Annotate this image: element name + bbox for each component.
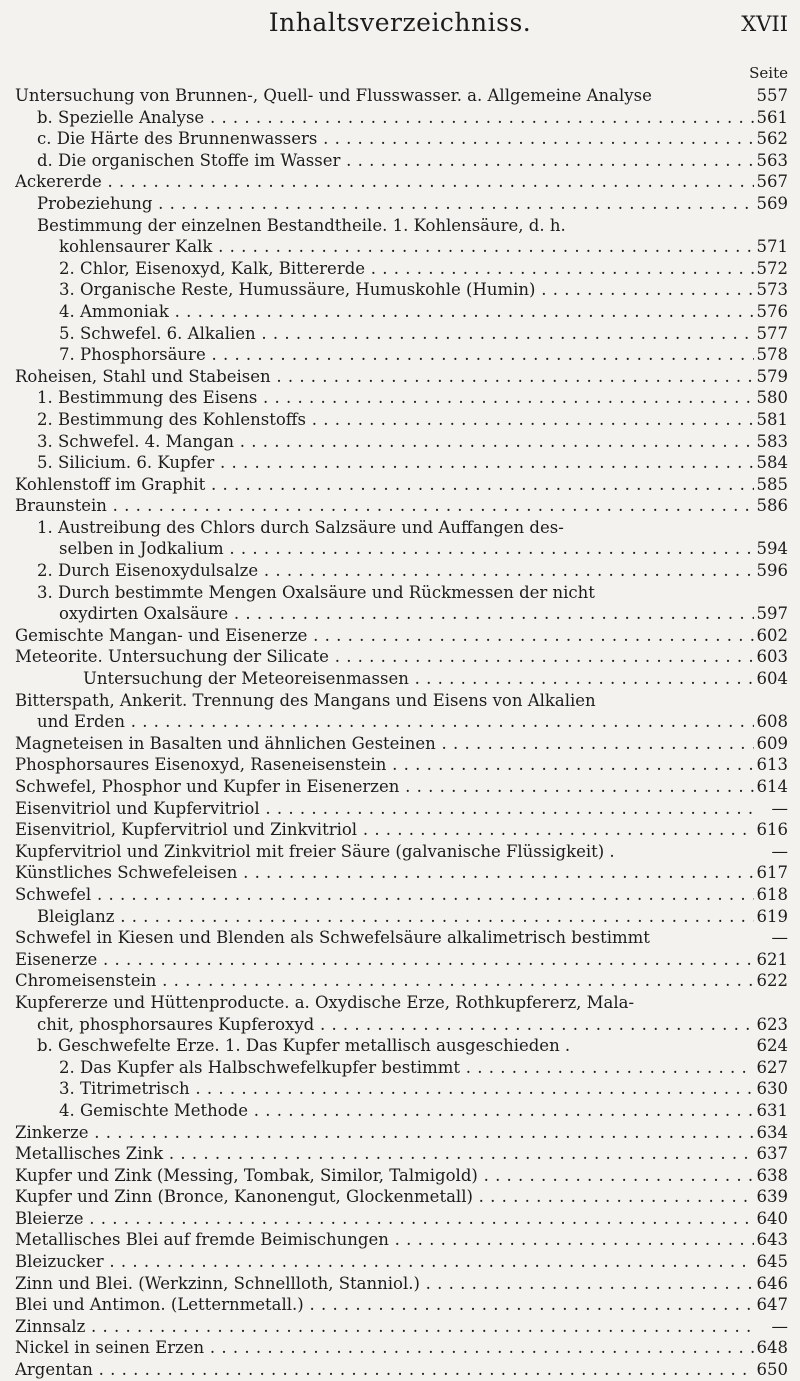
toc-entry <box>15 560 788 582</box>
toc-entry-page: 645 <box>756 1252 788 1272</box>
toc-entry <box>15 279 788 301</box>
toc-entry-label: 1. Bestimmung des Eisens . . . <box>15 387 754 409</box>
toc-entry-page: 619 <box>756 906 788 926</box>
toc-entry-page: 621 <box>756 949 788 969</box>
page-title: Inhaltsverzeichniss. <box>268 8 532 37</box>
toc-entry-page: 647 <box>756 1295 788 1315</box>
toc-entry-label: 2. Chlor, Eisenoxyd, Kalk, Bittererde . . . <box>15 258 754 280</box>
toc-entry <box>15 1100 788 1122</box>
toc-entry-label: Zinkerze . . . <box>15 1122 754 1144</box>
toc-entry <box>15 668 788 690</box>
toc-entry-page: 617 <box>756 863 788 883</box>
toc-entry <box>15 323 788 345</box>
toc-entry-page: 618 <box>756 884 788 904</box>
toc-entry <box>15 906 788 928</box>
toc-entry-page: 578 <box>756 345 788 365</box>
toc-entry-label: Bestimmung der einzelnen Bestandtheile. 1. Kohlensäure, d. h. <box>37 215 566 235</box>
toc-entry-page: 584 <box>756 453 788 473</box>
toc-entry-label: Eisenerze . . . <box>15 949 754 971</box>
toc-entry-page: 616 <box>756 820 788 840</box>
toc-entry <box>15 1078 788 1100</box>
toc-entry-page: — <box>756 798 788 820</box>
toc-entry-label: 3. Titrimetrisch . . . <box>15 1078 754 1100</box>
toc-entry <box>15 452 788 474</box>
toc-entry-label: d. Die organischen Stoffe im Wasser . . . <box>15 150 754 172</box>
toc-entry <box>15 992 788 1014</box>
toc-entry-page: 563 <box>756 150 788 170</box>
toc-entry <box>15 884 788 906</box>
toc-entry <box>15 366 788 388</box>
toc-entry <box>15 1186 788 1208</box>
toc-entry-page: 596 <box>756 561 788 581</box>
toc-entry <box>15 798 788 820</box>
toc-entry-page: 613 <box>756 755 788 775</box>
toc-entry <box>15 1143 788 1165</box>
toc-entry <box>15 495 788 517</box>
toc-entry-page: 567 <box>756 172 788 192</box>
toc-entry-label: 2. Das Kupfer als Halbschwefelkupfer bestimmt . . . <box>15 1057 754 1079</box>
toc-entry-label: Argentan . . . <box>15 1359 754 1381</box>
toc-entry <box>15 819 788 841</box>
toc-entry-label: 2. Bestimmung des Kohlenstoffs . . . <box>15 409 754 431</box>
toc-entry <box>15 1316 788 1338</box>
toc-entry <box>15 582 788 604</box>
toc-entry-label: Schwefel, Phosphor und Kupfer in Eisenerzen . . . <box>15 776 754 798</box>
toc-entry-label: Probeziehung . . . <box>15 193 754 215</box>
toc-entry-page: 650 <box>756 1360 788 1380</box>
toc-entry-page: 634 <box>756 1122 788 1142</box>
toc-entry-label: Chromeisenstein . . . <box>15 970 754 992</box>
toc-entry-page: 562 <box>756 129 788 149</box>
toc-entry-page: 576 <box>756 301 788 321</box>
toc-entry-label: Kupfervitriol und Zinkvitriol mit freier Säure (galvanische Flüssigkeit) . <box>15 841 615 861</box>
toc-entry-label: Zinn und Blei. (Werkzinn, Schnellloth, Stanniol.) . . . <box>15 1273 754 1295</box>
toc-entry-page: 637 <box>756 1144 788 1164</box>
toc-entry-label: 3. Durch bestimmte Mengen Oxalsäure und Rückmessen der nicht <box>37 582 595 602</box>
toc-entry <box>15 1014 788 1036</box>
toc-entry-page: 603 <box>756 647 788 667</box>
toc-entry <box>15 258 788 280</box>
toc-entry-page: 646 <box>756 1273 788 1293</box>
toc-entry-page: 648 <box>756 1338 788 1358</box>
toc-entry-label: Schwefel . . . <box>15 884 754 906</box>
toc-entry <box>15 625 788 647</box>
toc-entry-page: 624 <box>756 1036 788 1056</box>
toc-entry-page: 561 <box>756 107 788 127</box>
toc-entry-page: 643 <box>756 1230 788 1250</box>
toc-entry <box>15 193 788 215</box>
toc-entry-page: 583 <box>756 431 788 451</box>
toc-entry-label: c. Die Härte des Brunnenwassers . . . <box>15 128 754 150</box>
toc-entry-page: 573 <box>756 280 788 300</box>
toc-entry-page: — <box>756 927 788 949</box>
toc-entry-label: und Erden . . . <box>15 711 754 733</box>
toc-entry <box>15 1294 788 1316</box>
toc-entry <box>15 1359 788 1381</box>
toc-entry-label: Schwefel in Kiesen und Blenden als Schwefelsäure alkalimetrisch bestimmt <box>15 928 650 948</box>
toc-entry-page: 630 <box>756 1079 788 1099</box>
toc-entry-page: 609 <box>756 733 788 753</box>
toc-entry <box>15 1229 788 1251</box>
toc-entry <box>15 85 788 107</box>
toc-entry <box>15 733 788 755</box>
toc-entry-page: 597 <box>756 604 788 624</box>
table-of-contents <box>15 85 788 1381</box>
toc-entry-label: Magneteisen in Basalten und ähnlichen Gesteinen . . . <box>15 733 754 755</box>
toc-entry <box>15 1165 788 1187</box>
toc-entry <box>15 1208 788 1230</box>
toc-entry-page: 602 <box>756 625 788 645</box>
toc-entry-page: — <box>756 841 788 863</box>
toc-entry-page: 557 <box>756 86 788 105</box>
toc-entry <box>15 236 788 258</box>
toc-entry-label: Phosphorsaures Eisenoxyd, Raseneisenstein . . . <box>15 754 754 776</box>
toc-entry <box>15 107 788 129</box>
toc-entry <box>15 646 788 668</box>
toc-entry-label: 3. Organische Reste, Humussäure, Humuskohle (Humin) . . . <box>15 279 754 301</box>
toc-entry <box>15 776 788 798</box>
toc-entry-page: 614 <box>756 777 788 796</box>
toc-entry-page: 594 <box>756 539 788 559</box>
toc-entry <box>15 409 788 431</box>
toc-entry-label: b. Geschwefelte Erze. 1. Das Kupfer metallisch ausgeschieden . <box>37 1036 571 1056</box>
toc-entry-page: 577 <box>756 323 788 343</box>
toc-entry <box>15 387 788 409</box>
toc-entry <box>15 949 788 971</box>
toc-entry <box>15 862 788 884</box>
toc-entry-page: 580 <box>756 388 788 408</box>
toc-entry-label: chit, phosphorsaures Kupferoxyd . . . <box>15 1014 754 1036</box>
toc-entry <box>15 1057 788 1079</box>
toc-entry-page: 608 <box>756 712 788 732</box>
toc-entry-label: 5. Schwefel. 6. Alkalien . . . <box>15 323 754 345</box>
toc-entry-page: 585 <box>756 474 788 494</box>
toc-entry-label: Nickel in seinen Erzen . . . <box>15 1337 754 1359</box>
toc-entry-label: Braunstein . . . <box>15 495 754 517</box>
toc-entry-label: Gemischte Mangan- und Eisenerze . . . <box>15 625 754 647</box>
toc-entry <box>15 690 788 712</box>
toc-entry-label: kohlensaurer Kalk . . . <box>15 236 754 258</box>
toc-entry-page: 640 <box>756 1208 788 1228</box>
toc-entry <box>15 474 788 496</box>
toc-entry <box>15 1337 788 1359</box>
toc-entry-label: Blei und Antimon. (Letternmetall.) . . . <box>15 1294 754 1316</box>
toc-entry-label: selben in Jodkalium . . . <box>15 538 754 560</box>
toc-entry-page: — <box>756 1316 788 1338</box>
toc-entry <box>15 171 788 193</box>
toc-entry-label: Bleizucker . . . <box>15 1251 754 1273</box>
toc-entry-label: Zinnsalz . . . <box>15 1316 754 1338</box>
toc-entry-label: Metallisches Zink . . . <box>15 1143 754 1165</box>
toc-entry-label: 5. Silicium. 6. Kupfer . . . <box>15 452 754 474</box>
toc-entry-label: Ackererde . . . <box>15 171 754 193</box>
toc-entry-label: Roheisen, Stahl und Stabeisen . . . <box>15 366 754 388</box>
toc-entry-label: Eisenvitriol, Kupfervitriol und Zinkvitriol . . . <box>15 819 754 841</box>
toc-entry <box>15 1273 788 1295</box>
toc-entry-page: 604 <box>756 669 788 689</box>
toc-entry-label: Kupfererze und Hüttenproducte. a. Oxydische Erze, Rothkupfererz, Mala- <box>15 992 635 1012</box>
toc-entry-page: 627 <box>756 1057 788 1077</box>
toc-entry-label: 1. Austreibung des Chlors durch Salzsäure und Auffangen des- <box>37 517 564 537</box>
toc-entry-label: Eisenvitriol und Kupfervitriol . . . <box>15 798 754 820</box>
toc-entry-page: 569 <box>756 193 788 213</box>
toc-entry <box>15 1251 788 1273</box>
toc-entry <box>15 150 788 172</box>
toc-entry <box>15 1035 788 1057</box>
seite-column-label: Seite <box>749 64 788 82</box>
toc-entry <box>15 970 788 992</box>
toc-entry-page: 638 <box>756 1165 788 1185</box>
toc-entry-label: 2. Durch Eisenoxydulsalze . . . <box>15 560 754 582</box>
toc-entry <box>15 603 788 625</box>
toc-entry-label: Kohlenstoff im Graphit . . . <box>15 474 754 496</box>
toc-entry-page: 579 <box>756 366 788 386</box>
toc-entry-label: Metallisches Blei auf fremde Beimischungen . . . <box>15 1229 754 1251</box>
toc-entry <box>15 344 788 366</box>
toc-entry <box>15 927 788 949</box>
toc-entry <box>15 841 788 863</box>
toc-entry-page: 623 <box>756 1014 788 1034</box>
toc-entry-label: 4. Ammoniak . . . <box>15 301 754 323</box>
toc-entry <box>15 215 788 237</box>
toc-entry <box>15 711 788 733</box>
toc-entry-page: 586 <box>756 496 788 516</box>
toc-entry-page: 631 <box>756 1100 788 1120</box>
toc-entry-label: Künstliches Schwefeleisen . . . <box>15 862 754 884</box>
toc-entry-page: 581 <box>756 409 788 429</box>
toc-entry <box>15 754 788 776</box>
toc-entry-page: 639 <box>756 1187 788 1207</box>
toc-entry-label: Meteorite. Untersuchung der Silicate . . . <box>15 646 754 668</box>
toc-entry <box>15 1122 788 1144</box>
toc-entry-label: Kupfer und Zink (Messing, Tombak, Similor, Talmigold) . . . <box>15 1165 754 1187</box>
toc-entry <box>15 128 788 150</box>
toc-entry-label: Kupfer und Zinn (Bronce, Kanonengut, Glockenmetall) . . . <box>15 1186 754 1208</box>
toc-entry-label: Bleiglanz . . . <box>15 906 754 928</box>
toc-entry-label: Bleierze . . . <box>15 1208 754 1230</box>
toc-entry <box>15 431 788 453</box>
toc-entry <box>15 538 788 560</box>
toc-entry <box>15 517 788 539</box>
toc-entry-page: 622 <box>756 971 788 991</box>
toc-entry <box>15 301 788 323</box>
toc-entry-page: 571 <box>756 237 788 257</box>
toc-entry-label: 3. Schwefel. 4. Mangan . . . <box>15 431 754 453</box>
toc-entry-label: oxydirten Oxalsäure . . . <box>15 603 754 625</box>
toc-entry-label: Untersuchung der Meteoreisenmassen . . . <box>15 668 754 690</box>
toc-entry-label: Bitterspath, Ankerit. Trennung des Mangans und Eisens von Alkalien <box>15 690 596 710</box>
toc-entry-label: Untersuchung von Brunnen-, Quell- und Flusswasser. a. Allgemeine Analyse <box>15 86 652 105</box>
toc-entry-label: 4. Gemischte Methode . . . <box>15 1100 754 1122</box>
page-number: XVII <box>741 12 788 36</box>
toc-entry-label: b. Spezielle Analyse . . . <box>15 107 754 129</box>
toc-entry-page: 572 <box>756 258 788 278</box>
toc-entry-label: 7. Phosphorsäure . . . <box>15 344 754 366</box>
